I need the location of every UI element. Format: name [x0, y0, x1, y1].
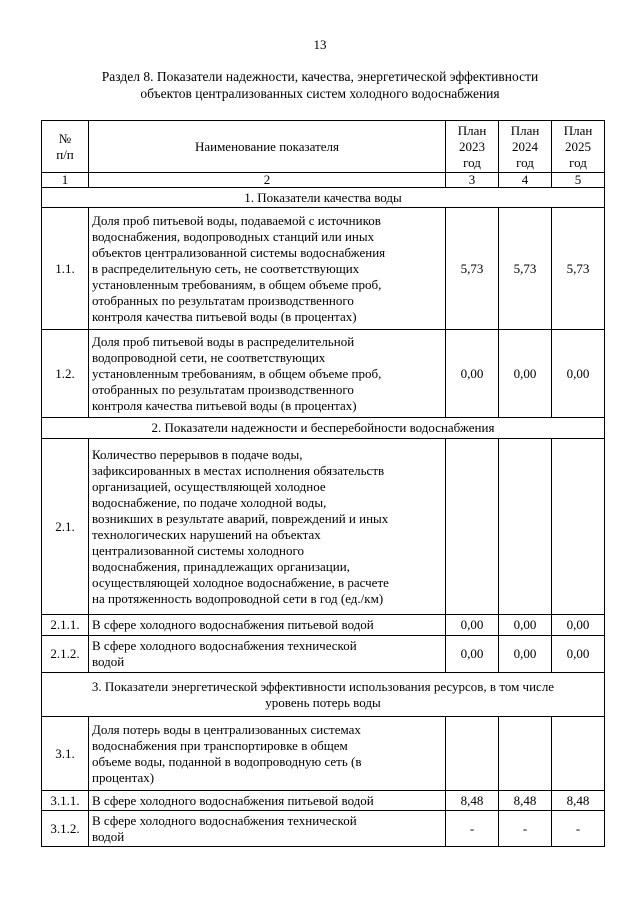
row-number: 3.1. [42, 717, 89, 791]
group-row-energy [42, 673, 605, 717]
header-plan-2025: План 2025 год [552, 121, 605, 173]
value-2025 [552, 439, 605, 615]
value-2023: 8,48 [446, 791, 499, 811]
value-2023: 0,00 [446, 615, 499, 636]
value-2024: 0,00 [499, 615, 552, 636]
value-2023: 0,00 [446, 330, 499, 418]
section-title-line-2: объектов централизованных систем холодного водоснабжения [140, 86, 500, 101]
value-2025: 0,00 [552, 636, 605, 673]
indicator-name: В сфере холодного водоснабжения питьевой водой [89, 791, 446, 811]
group-row-quality [42, 188, 605, 208]
table-row-2-1 [42, 439, 605, 615]
indicators-table [41, 120, 605, 847]
value-2024: 0,00 [499, 636, 552, 673]
column-number: 3 [446, 173, 499, 188]
row-number: 1.1. [42, 208, 89, 330]
indicator-name: В сфере холодного водоснабжения технической водой [89, 636, 446, 673]
indicator-name: Доля проб питьевой воды в распределительной водопроводной сети, не соответствующих установленным требованиям, в общем объеме проб, отобранных по результатам производственного контроля качества питьевой воды (в процентах) [89, 330, 446, 418]
group-title-quality: 1. Показатели качества воды [42, 188, 605, 208]
row-number: 1.2. [42, 330, 89, 418]
column-number: 5 [552, 173, 605, 188]
row-number: 2.1.1. [42, 615, 89, 636]
indicator-name: В сфере холодного водоснабжения питьевой водой [89, 615, 446, 636]
indicator-name: Количество перерывов в подаче воды, зафиксированных в местах исполнения обязательств организацией, осуществляющей холодное водоснабжение, по подаче холодной воды, возникших в результате аварий, повреждений и иных технологических нарушений на объектах централизованной системы холодного водоснабжения, принадлежащих организации, осуществляющей холодное водоснабжение, в расчете на протяженность водопроводной сети в год (ед./км) [89, 439, 446, 615]
value-2023: 0,00 [446, 636, 499, 673]
value-2023: 5,73 [446, 208, 499, 330]
row-number: 3.1.1. [42, 791, 89, 811]
group-title-energy: 3. Показатели энергетической эффективности использования ресурсов, в том числе уровень потерь воды [42, 673, 605, 717]
header-plan-2023: План 2023 год [446, 121, 499, 173]
table-header-row [42, 121, 605, 173]
section-title-line-1: Раздел 8. Показатели надежности, качества, энергетической эффективности [101, 69, 539, 84]
column-number: 2 [89, 173, 446, 188]
table-row-3-1-2 [42, 811, 605, 847]
row-number: 2.1.2. [42, 636, 89, 673]
value-2024 [499, 717, 552, 791]
value-2024: 0,00 [499, 330, 552, 418]
page-number: 13 [313, 37, 327, 52]
value-2024: 8,48 [499, 791, 552, 811]
value-2023 [446, 439, 499, 615]
value-2025: 8,48 [552, 791, 605, 811]
group-row-reliability [42, 418, 605, 439]
column-numbers-row [42, 173, 605, 188]
value-2024 [499, 439, 552, 615]
value-2025: 0,00 [552, 330, 605, 418]
row-number: 2.1. [42, 439, 89, 615]
header-number: № п/п [42, 121, 89, 173]
table-row-1-2 [42, 330, 605, 418]
column-number: 4 [499, 173, 552, 188]
header-plan-2024: План 2024 год [499, 121, 552, 173]
indicator-name: В сфере холодного водоснабжения технической водой [89, 811, 446, 847]
indicator-name: Доля проб питьевой воды, подаваемой с источников водоснабжения, водопроводных станций или иных объектов централизованной системы водоснабжения в распределительную сеть, не соответствующих установленным требованиям, в общем объеме проб, отобранных по результатам производственного контроля качества питьевой воды (в процентах) [89, 208, 446, 330]
value-2023 [446, 717, 499, 791]
table-row-1-1 [42, 208, 605, 330]
value-2025 [552, 717, 605, 791]
value-2025: - [552, 811, 605, 847]
value-2024: - [499, 811, 552, 847]
section-title [40, 68, 600, 102]
header-indicator-name: Наименование показателя [89, 121, 446, 173]
table-row-2-1-2 [42, 636, 605, 673]
table-row-2-1-1 [42, 615, 605, 636]
column-number: 1 [42, 173, 89, 188]
indicator-name: Доля потерь воды в централизованных системах водоснабжения при транспортировке в общем объеме воды, поданной в водопроводную сеть (в процентах) [89, 717, 446, 791]
table-row-3-1-1 [42, 791, 605, 811]
value-2023: - [446, 811, 499, 847]
row-number: 3.1.2. [42, 811, 89, 847]
value-2024: 5,73 [499, 208, 552, 330]
table-row-3-1 [42, 717, 605, 791]
group-title-reliability: 2. Показатели надежности и бесперебойности водоснабжения [42, 418, 605, 439]
value-2025: 0,00 [552, 615, 605, 636]
value-2025: 5,73 [552, 208, 605, 330]
